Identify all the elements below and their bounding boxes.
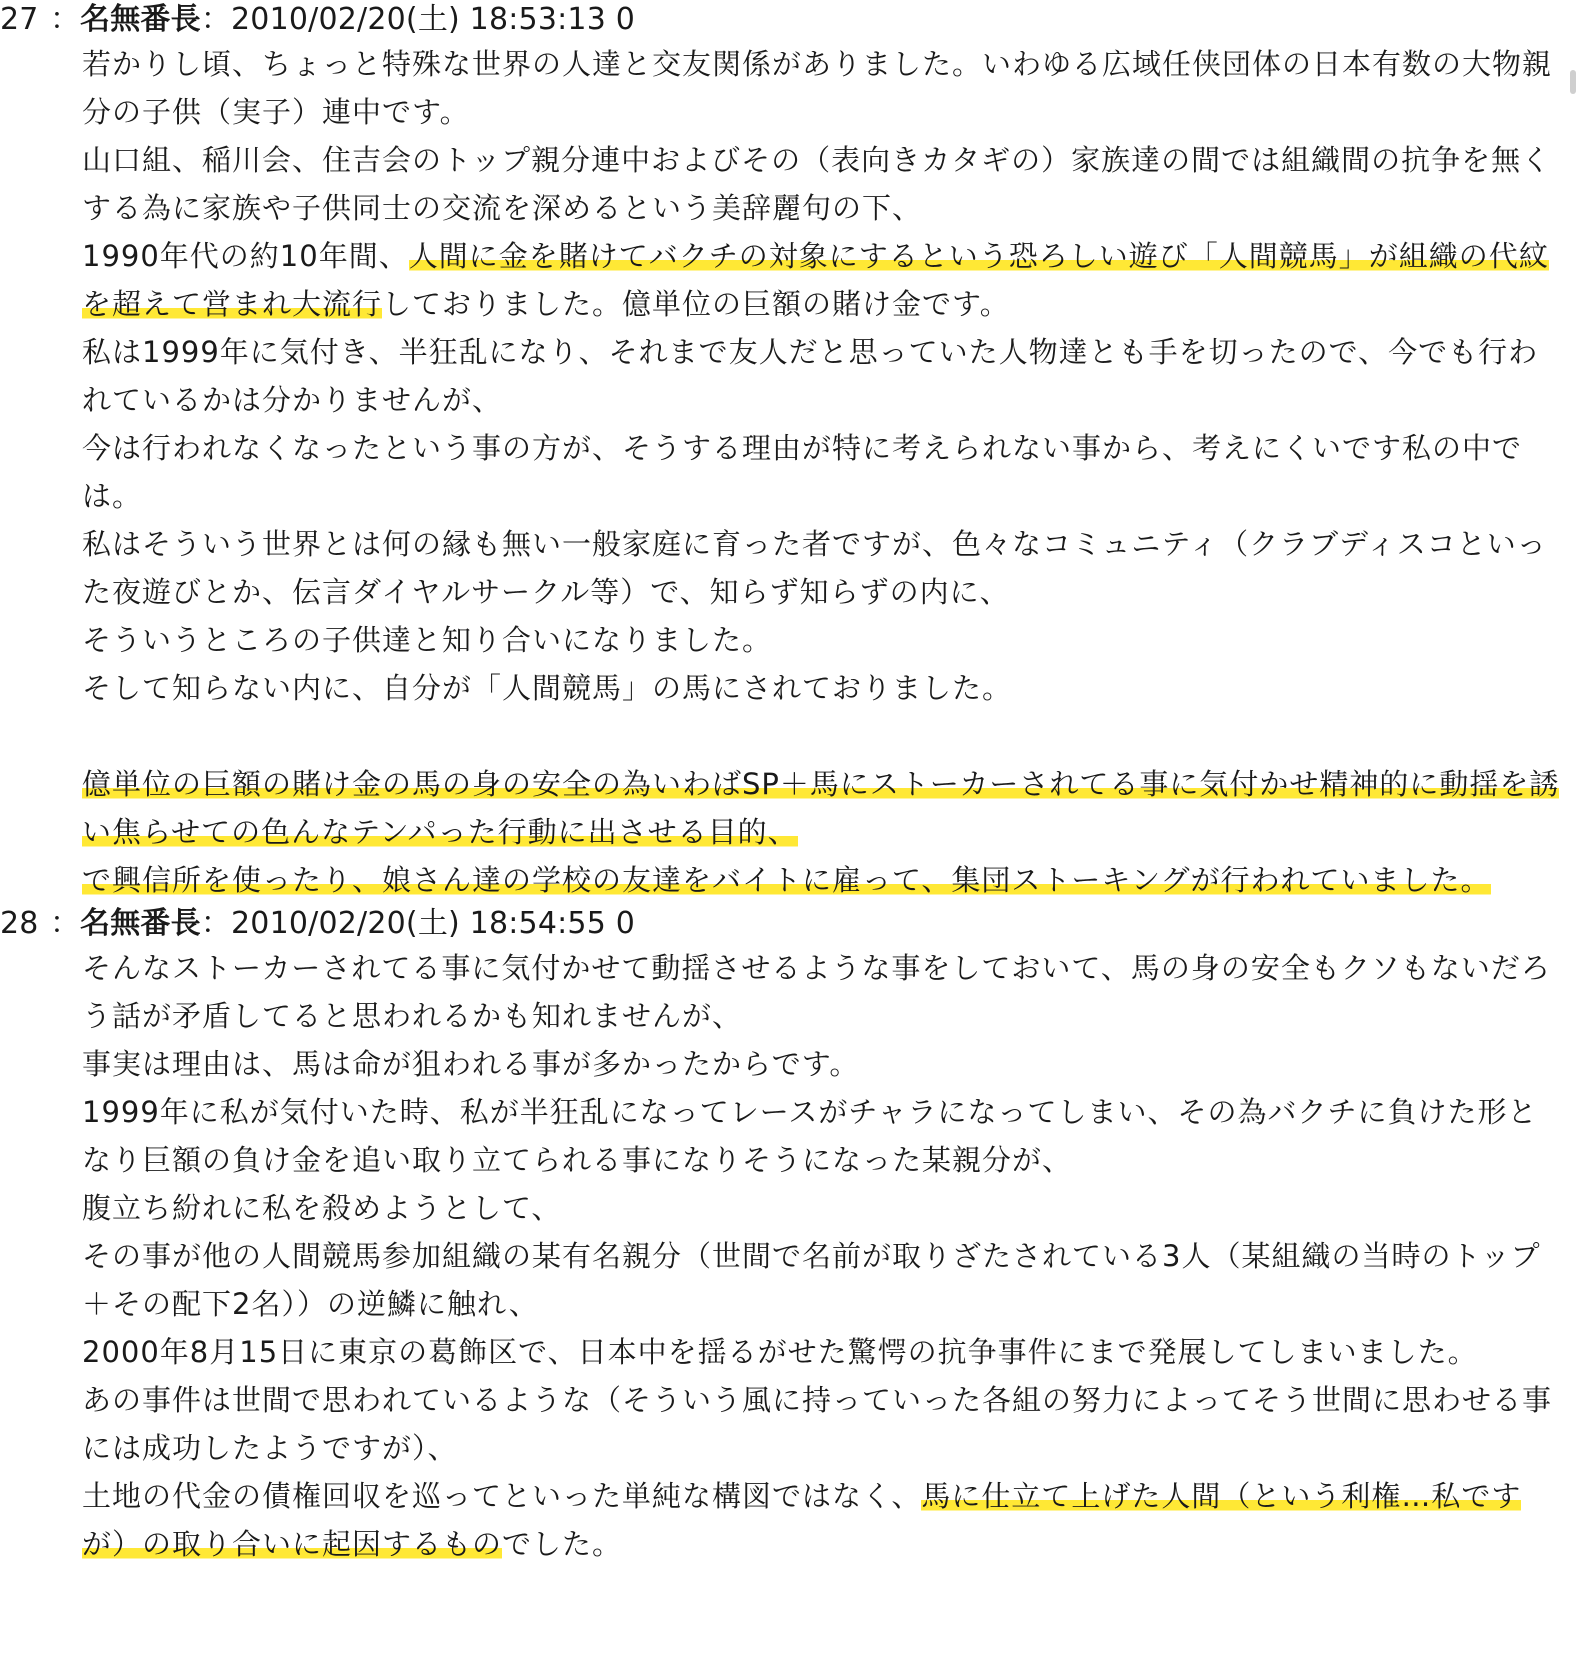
post-line: 腹立ち紛れに私を殺めようとして、 bbox=[82, 1191, 562, 1225]
post-line: 事実は理由は、馬は命が狙われる事が多かったからです。 bbox=[82, 1047, 860, 1081]
post-line bbox=[82, 1472, 1560, 1568]
post-line: その事が他の人間競馬参加組織の某有名親分（世間で名前が取りざたされている3人（某組織の当時のトップ＋その配下2名））の逆鱗に触れ、 bbox=[82, 1239, 1541, 1321]
post-body bbox=[0, 944, 1560, 1568]
post-line: 1999年に私が気付いた時、私が半狂乱になってレースがチャラになってしまい、その為バクチに負けた形となり巨額の負け金を追い取り立てられる事になりそうになった某親分が、 bbox=[82, 1095, 1538, 1177]
post-line bbox=[82, 232, 1560, 328]
post-meta: ：2010/02/20(土) 18:53:13 0 bbox=[200, 2, 636, 37]
post-line: 私は1999年に気付き、半狂乱になり、それまで友人だと思っていた人物達とも手を切ったので、今でも行われているかは分かりませんが、 bbox=[82, 335, 1539, 417]
vertical-scrollbar[interactable] bbox=[1568, 0, 1578, 1676]
post-line-text: 1990年代の約10年間、 bbox=[82, 239, 409, 273]
highlighted-text: 馬に仕立て上げた人間（という利権…私ですが）の取り合いに起因するもの bbox=[82, 1479, 1522, 1561]
poster-name: 名無番長 bbox=[80, 2, 201, 37]
poster-name: 名無番長 bbox=[80, 906, 201, 941]
post-line bbox=[82, 856, 1560, 904]
post-number: 27 bbox=[0, 2, 39, 37]
blank-line bbox=[82, 712, 1560, 760]
post-line-text: 山口組、稲川会、住吉会のトップ親分連中およびその（表向きカタギの）家族達の間では組織間の抗争を無くする為に家族や子供同士の交流を深めるという美辞麗句の下、 bbox=[82, 143, 1552, 225]
post-line: 2000年8月15日に東京の葛飾区で、日本中を揺るがせた驚愕の抗争事件にまで発展してしまいました。 bbox=[82, 1335, 1478, 1369]
post-28 bbox=[0, 904, 1560, 1568]
post-line: 若かりし頃、ちょっと特殊な世界の人達と交友関係がありました。いわゆる広域任侠団体の日本有数の大物親分の子供（実子）連中です。 bbox=[82, 47, 1553, 129]
post-line: 今は行われなくなったという事の方が、そうする理由が特に考えられない事から、考えにくいです私の中では。 bbox=[82, 431, 1523, 513]
post-line: そして知らない内に、自分が「人間競馬」の馬にされておりました。 bbox=[82, 671, 1013, 705]
post-line: そんなストーカーされてる事に気付かせて動揺させるような事をしておいて、馬の身の安全もクソもないだろう話が矛盾してると思われるかも知れませんが、 bbox=[82, 951, 1551, 1033]
post-line bbox=[82, 136, 1560, 232]
post-line: あの事件は世間で思われているような（そういう風に持っていった各組の努力によってそう世間に思わせる事には成功したようですが）、 bbox=[82, 1383, 1553, 1465]
post-header bbox=[0, 0, 1560, 40]
post-meta: ：2010/02/20(土) 18:54:55 0 bbox=[200, 906, 636, 941]
post-separator: ： bbox=[50, 2, 81, 37]
post-line-text: 土地の代金の債権回収を巡ってといった単純な構図ではなく、 bbox=[82, 1479, 922, 1513]
scrollbar-thumb[interactable] bbox=[1570, 70, 1576, 94]
post-body bbox=[0, 40, 1560, 904]
post-line: そういうところの子供達と知り合いになりました。 bbox=[82, 623, 773, 657]
post-number: 28 bbox=[0, 906, 39, 941]
highlighted-text: 億単位の巨額の賭け金の馬の身の安全の為いわばSP＋馬にストーカーされてる事に気付かせ精神的に動揺を誘い焦らせての色んなテンパった行動に出させる目的、 bbox=[82, 767, 1560, 849]
post-line-text: でした。 bbox=[502, 1527, 623, 1561]
post-separator: ： bbox=[50, 906, 81, 941]
highlighted-text: 人間に金を賭けてバクチの対象にするという恐ろしい遊び「人間競馬」が組織の代紋を超えて営まれ大流行 bbox=[82, 239, 1549, 321]
post-header bbox=[0, 904, 1560, 944]
post-line: 私はそういう世界とは何の縁も無い一般家庭に育った者ですが、色々なコミュニティ（クラブディスコといった夜遊びとか、伝言ダイヤルサークル等）で、知らず知らずの内に、 bbox=[82, 527, 1547, 609]
post-line-text: しておりました。億単位の巨額の賭け金です。 bbox=[382, 287, 1010, 321]
post-line bbox=[82, 760, 1560, 856]
highlighted-text: で興信所を使ったり、娘さん達の学校の友達をバイトに雇って、集団ストーキングが行われていました。 bbox=[82, 863, 1491, 897]
